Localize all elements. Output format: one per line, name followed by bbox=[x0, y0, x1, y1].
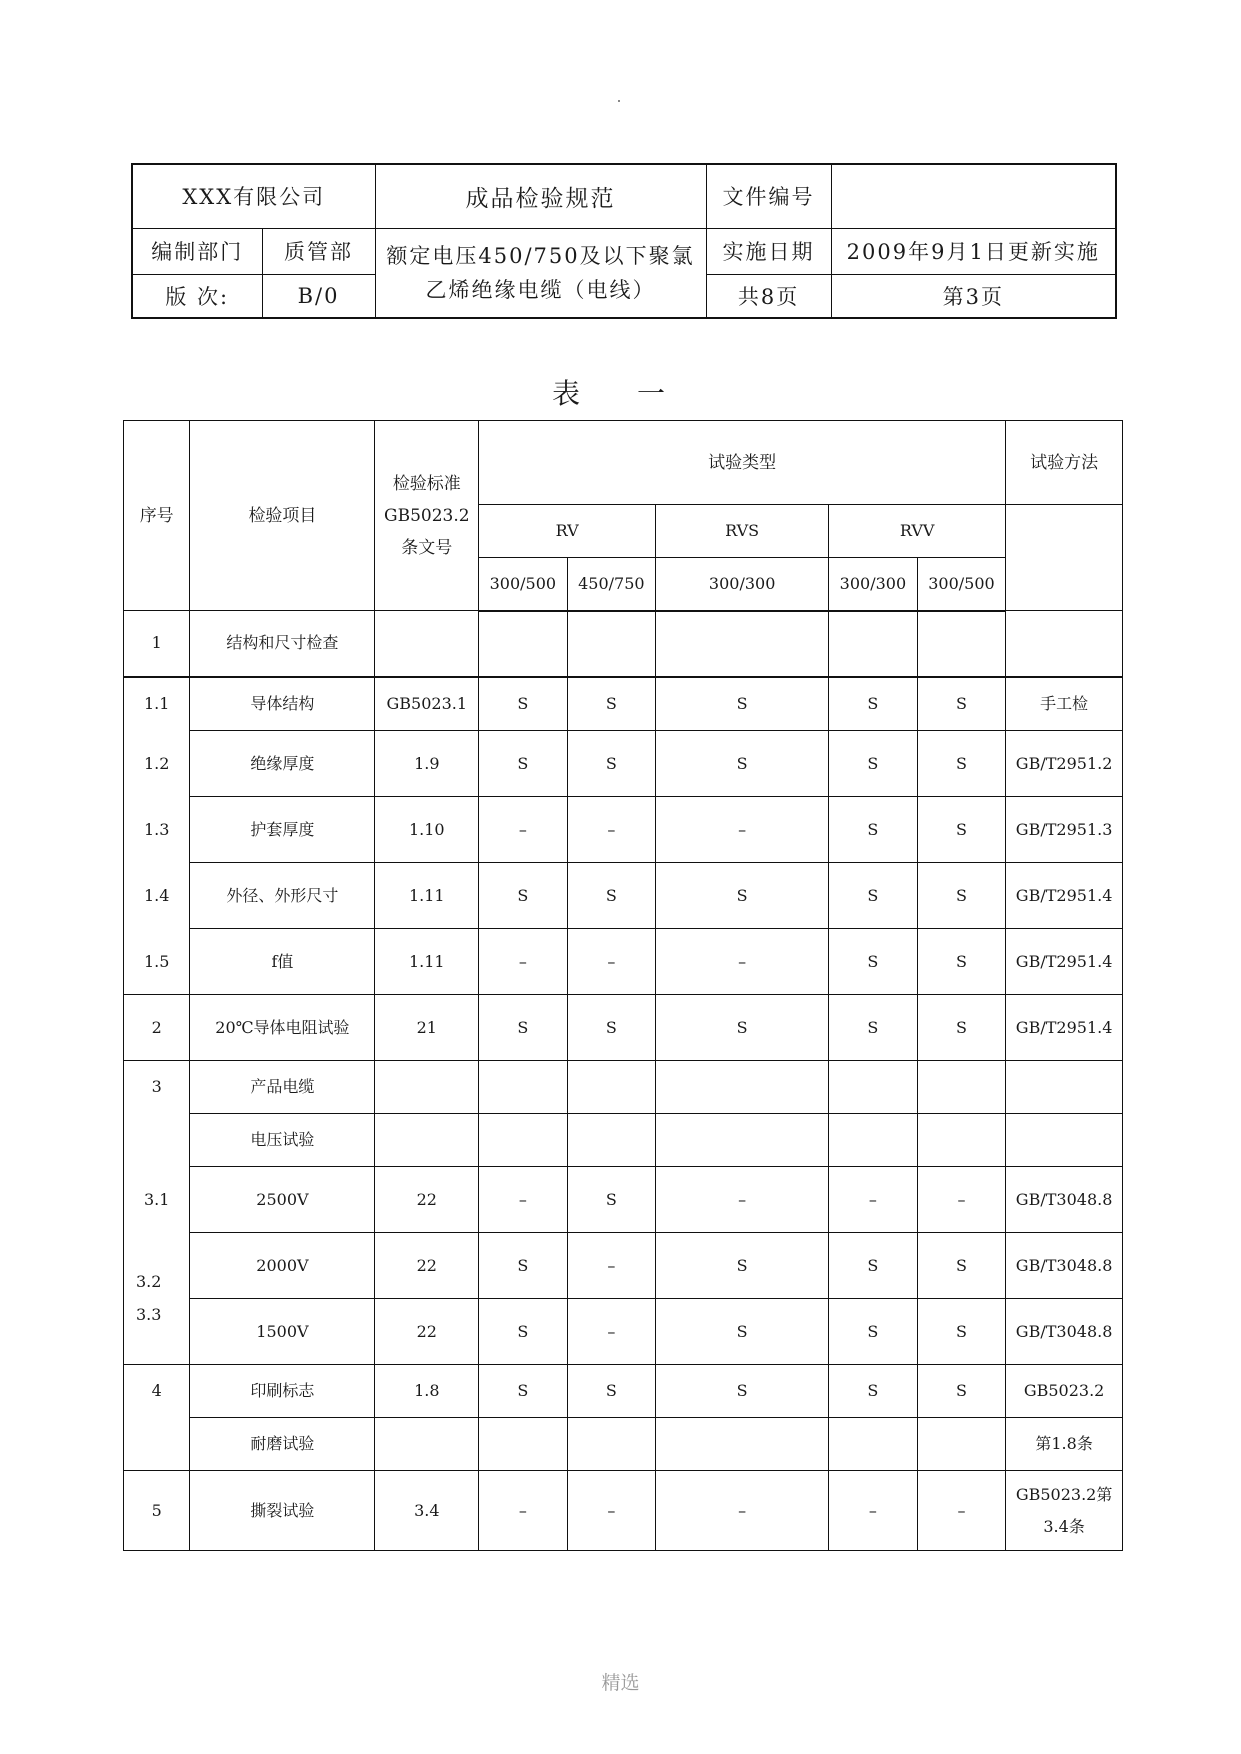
version-value: B/0 bbox=[262, 274, 375, 318]
row-test-value: S bbox=[917, 1365, 1006, 1418]
row-test-value: – bbox=[829, 1471, 918, 1551]
row-test-value: – bbox=[656, 1167, 829, 1233]
row-test-value: S bbox=[479, 995, 568, 1061]
company-name: XXX有限公司 bbox=[132, 164, 375, 228]
row-item: f值 bbox=[190, 929, 375, 995]
row-test-value bbox=[656, 1061, 829, 1114]
row-test-value: S bbox=[567, 731, 656, 797]
impl-date-value: 2009年9月1日更新实施 bbox=[831, 228, 1116, 274]
row-item: 产品电缆 bbox=[190, 1061, 375, 1114]
group-rvs: RVS bbox=[656, 505, 829, 558]
row-standard: 1.11 bbox=[375, 863, 479, 929]
row-test-value bbox=[567, 1114, 656, 1167]
row-standard bbox=[375, 1114, 479, 1167]
table-row bbox=[124, 797, 1123, 863]
row-standard: 1.10 bbox=[375, 797, 479, 863]
total-pages: 共8页 bbox=[706, 274, 831, 318]
row-method bbox=[1006, 1061, 1123, 1114]
row-method: GB/T2951.2 bbox=[1006, 731, 1123, 797]
row-test-value: S bbox=[567, 863, 656, 929]
row-standard bbox=[375, 1418, 479, 1471]
row-item: 结构和尺寸检查 bbox=[190, 611, 375, 677]
row-test-value: S bbox=[917, 995, 1006, 1061]
voltage-rvv-300-500: 300/500 bbox=[917, 558, 1006, 611]
row-test-value: S bbox=[567, 677, 656, 731]
row-item: 导体结构 bbox=[190, 677, 375, 731]
product-title: 额定电压450/750及以下聚氯乙烯绝缘电缆（电线） bbox=[375, 228, 706, 318]
table-title: 表 一 bbox=[552, 377, 689, 410]
row-test-value: S bbox=[656, 677, 829, 731]
row-test-value bbox=[656, 1114, 829, 1167]
row-test-value: S bbox=[829, 863, 918, 929]
table-row bbox=[124, 1114, 1123, 1167]
row-standard: 22 bbox=[375, 1299, 479, 1365]
row-seq: 1.2 bbox=[124, 731, 190, 797]
row-item: 绝缘厚度 bbox=[190, 731, 375, 797]
row-test-value: S bbox=[479, 1299, 568, 1365]
row-standard: 22 bbox=[375, 1233, 479, 1299]
row-seq: 1.5 bbox=[124, 929, 190, 995]
row-test-value: – bbox=[567, 1233, 656, 1299]
row-item: 耐磨试验 bbox=[190, 1418, 375, 1471]
row-seq: 3 bbox=[124, 1061, 190, 1114]
row-test-value bbox=[656, 1418, 829, 1471]
row-seq: 3.2 bbox=[124, 1233, 190, 1299]
row-test-value: – bbox=[567, 1471, 656, 1551]
method-blank bbox=[1006, 505, 1123, 611]
row-method: GB/T2951.4 bbox=[1006, 929, 1123, 995]
table-row bbox=[124, 1471, 1123, 1551]
row-test-value: – bbox=[829, 1167, 918, 1233]
row-test-value: S bbox=[656, 863, 829, 929]
row-item: 外径、外形尺寸 bbox=[190, 863, 375, 929]
row-test-value: S bbox=[479, 677, 568, 731]
table-row bbox=[124, 1233, 1123, 1299]
col-standard bbox=[375, 421, 479, 611]
doc-no-value bbox=[831, 164, 1116, 228]
row-standard: 1.8 bbox=[375, 1365, 479, 1418]
row-test-value: S bbox=[917, 731, 1006, 797]
row-test-value: S bbox=[567, 1365, 656, 1418]
row-test-value bbox=[567, 1418, 656, 1471]
row-item: 电压试验 bbox=[190, 1114, 375, 1167]
table-row bbox=[124, 1365, 1123, 1418]
version-label: 版 次: bbox=[132, 274, 262, 318]
row-test-value bbox=[917, 1114, 1006, 1167]
group-rv: RV bbox=[479, 505, 656, 558]
document-header-table bbox=[131, 163, 1117, 319]
row-test-value: – bbox=[917, 1167, 1006, 1233]
row-seq: 1 bbox=[124, 611, 190, 677]
voltage-rvs-300-300: 300/300 bbox=[656, 558, 829, 611]
row-test-value: – bbox=[479, 1471, 568, 1551]
row-test-value bbox=[917, 1061, 1006, 1114]
row-method: 第1.8条 bbox=[1006, 1418, 1123, 1471]
col-test-type: 试验类型 bbox=[479, 421, 1006, 505]
row-method: 手工检 bbox=[1006, 677, 1123, 731]
row-test-value bbox=[479, 1418, 568, 1471]
row-test-value: – bbox=[656, 929, 829, 995]
row-item: 印刷标志 bbox=[190, 1365, 375, 1418]
row-test-value: S bbox=[829, 1233, 918, 1299]
row-method: GB/T2951.3 bbox=[1006, 797, 1123, 863]
row-test-value: S bbox=[917, 929, 1006, 995]
row-item: 2500V bbox=[190, 1167, 375, 1233]
row-method: GB5023.2 bbox=[1006, 1365, 1123, 1418]
row-standard: GB5023.1 bbox=[375, 677, 479, 731]
row-test-value: S bbox=[917, 863, 1006, 929]
row-test-value: S bbox=[656, 995, 829, 1061]
voltage-rv-300-500: 300/500 bbox=[479, 558, 568, 611]
row-test-value bbox=[479, 1114, 568, 1167]
row-test-value: – bbox=[567, 929, 656, 995]
row-seq bbox=[124, 1418, 190, 1471]
row-test-value: S bbox=[479, 731, 568, 797]
row-test-value bbox=[567, 1061, 656, 1114]
table-row bbox=[124, 1299, 1123, 1365]
row-seq: 3.3 bbox=[124, 1299, 190, 1365]
table-row bbox=[124, 929, 1123, 995]
row-test-value: S bbox=[479, 863, 568, 929]
row-standard: 1.11 bbox=[375, 929, 479, 995]
row-test-value: S bbox=[479, 1365, 568, 1418]
row-test-value: S bbox=[656, 731, 829, 797]
dept-value: 质管部 bbox=[262, 228, 375, 274]
row-method: GB/T2951.4 bbox=[1006, 995, 1123, 1061]
row-test-value bbox=[656, 611, 829, 677]
row-test-value: S bbox=[567, 995, 656, 1061]
row-test-value: – bbox=[917, 1471, 1006, 1551]
row-seq: 2 bbox=[124, 995, 190, 1061]
col-standard-text: 检验标准GB5023.2条文号 bbox=[384, 473, 470, 558]
row-method bbox=[1006, 611, 1123, 677]
row-method bbox=[1006, 1114, 1123, 1167]
row-seq: 1.4 bbox=[124, 863, 190, 929]
row-test-value: – bbox=[479, 1167, 568, 1233]
row-seq: 1.3 bbox=[124, 797, 190, 863]
row-test-value: – bbox=[567, 797, 656, 863]
row-item: 2000V bbox=[190, 1233, 375, 1299]
row-test-value: S bbox=[656, 1233, 829, 1299]
row-test-value: S bbox=[829, 1299, 918, 1365]
row-seq: 3.1 bbox=[124, 1167, 190, 1233]
voltage-rvv-300-300: 300/300 bbox=[829, 558, 918, 611]
dept-label: 编制部门 bbox=[132, 228, 262, 274]
row-test-value: S bbox=[829, 797, 918, 863]
table-row bbox=[124, 1061, 1123, 1114]
row-method: GB/T3048.8 bbox=[1006, 1233, 1123, 1299]
row-test-value: S bbox=[829, 1365, 918, 1418]
row-method: GB/T2951.4 bbox=[1006, 863, 1123, 929]
row-method: GB/T3048.8 bbox=[1006, 1167, 1123, 1233]
col-seq: 序号 bbox=[124, 421, 190, 611]
doc-no-label: 文件编号 bbox=[706, 164, 831, 228]
row-test-value bbox=[829, 1418, 918, 1471]
row-test-value: S bbox=[917, 1233, 1006, 1299]
row-test-value: S bbox=[829, 929, 918, 995]
row-test-value bbox=[829, 1114, 918, 1167]
impl-date-label: 实施日期 bbox=[706, 228, 831, 274]
row-test-value: S bbox=[917, 797, 1006, 863]
row-item: 撕裂试验 bbox=[190, 1471, 375, 1551]
col-method: 试验方法 bbox=[1006, 421, 1123, 505]
table-row bbox=[124, 863, 1123, 929]
row-standard: 1.9 bbox=[375, 731, 479, 797]
row-test-value: S bbox=[567, 1167, 656, 1233]
row-test-value: S bbox=[479, 1233, 568, 1299]
col-item: 检验项目 bbox=[190, 421, 375, 611]
row-test-value bbox=[917, 1418, 1006, 1471]
row-test-value: – bbox=[479, 929, 568, 995]
row-test-value: S bbox=[829, 995, 918, 1061]
row-seq: 4 bbox=[124, 1365, 190, 1418]
row-test-value bbox=[479, 1061, 568, 1114]
row-test-value: S bbox=[917, 677, 1006, 731]
row-seq: 5 bbox=[124, 1471, 190, 1551]
page-dot bbox=[618, 100, 620, 102]
row-test-value bbox=[479, 611, 568, 677]
group-rvv: RVV bbox=[829, 505, 1006, 558]
row-test-value: – bbox=[567, 1299, 656, 1365]
footer-text: 精选 bbox=[601, 1672, 640, 1694]
row-test-value bbox=[567, 611, 656, 677]
row-item: 护套厚度 bbox=[190, 797, 375, 863]
row-test-value: – bbox=[479, 797, 568, 863]
row-test-value: S bbox=[656, 1365, 829, 1418]
row-standard: 21 bbox=[375, 995, 479, 1061]
row-test-value bbox=[829, 1061, 918, 1114]
row-seq: 1.1 bbox=[124, 677, 190, 731]
row-item: 20℃导体电阻试验 bbox=[190, 995, 375, 1061]
table-row bbox=[124, 1167, 1123, 1233]
table-row bbox=[124, 995, 1123, 1061]
page-number: 第3页 bbox=[831, 274, 1116, 318]
doc-title: 成品检验规范 bbox=[375, 164, 706, 228]
row-standard bbox=[375, 611, 479, 677]
row-seq bbox=[124, 1114, 190, 1167]
table-row bbox=[124, 1418, 1123, 1471]
row-test-value: S bbox=[656, 1299, 829, 1365]
row-test-value bbox=[829, 611, 918, 677]
row-item: 1500V bbox=[190, 1299, 375, 1365]
row-test-value: – bbox=[656, 797, 829, 863]
row-test-value: S bbox=[829, 731, 918, 797]
row-method: GB/T3048.8 bbox=[1006, 1299, 1123, 1365]
row-method: GB5023.2第3.4条 bbox=[1006, 1471, 1123, 1551]
inspection-table bbox=[123, 420, 1123, 1551]
row-test-value bbox=[917, 611, 1006, 677]
voltage-rv-450-750: 450/750 bbox=[567, 558, 656, 611]
row-standard: 22 bbox=[375, 1167, 479, 1233]
table-row bbox=[124, 677, 1123, 731]
row-test-value: S bbox=[917, 1299, 1006, 1365]
row-test-value: – bbox=[656, 1471, 829, 1551]
table-row bbox=[124, 611, 1123, 677]
row-standard bbox=[375, 1061, 479, 1114]
table-row bbox=[124, 731, 1123, 797]
row-standard: 3.4 bbox=[375, 1471, 479, 1551]
row-test-value: S bbox=[829, 677, 918, 731]
